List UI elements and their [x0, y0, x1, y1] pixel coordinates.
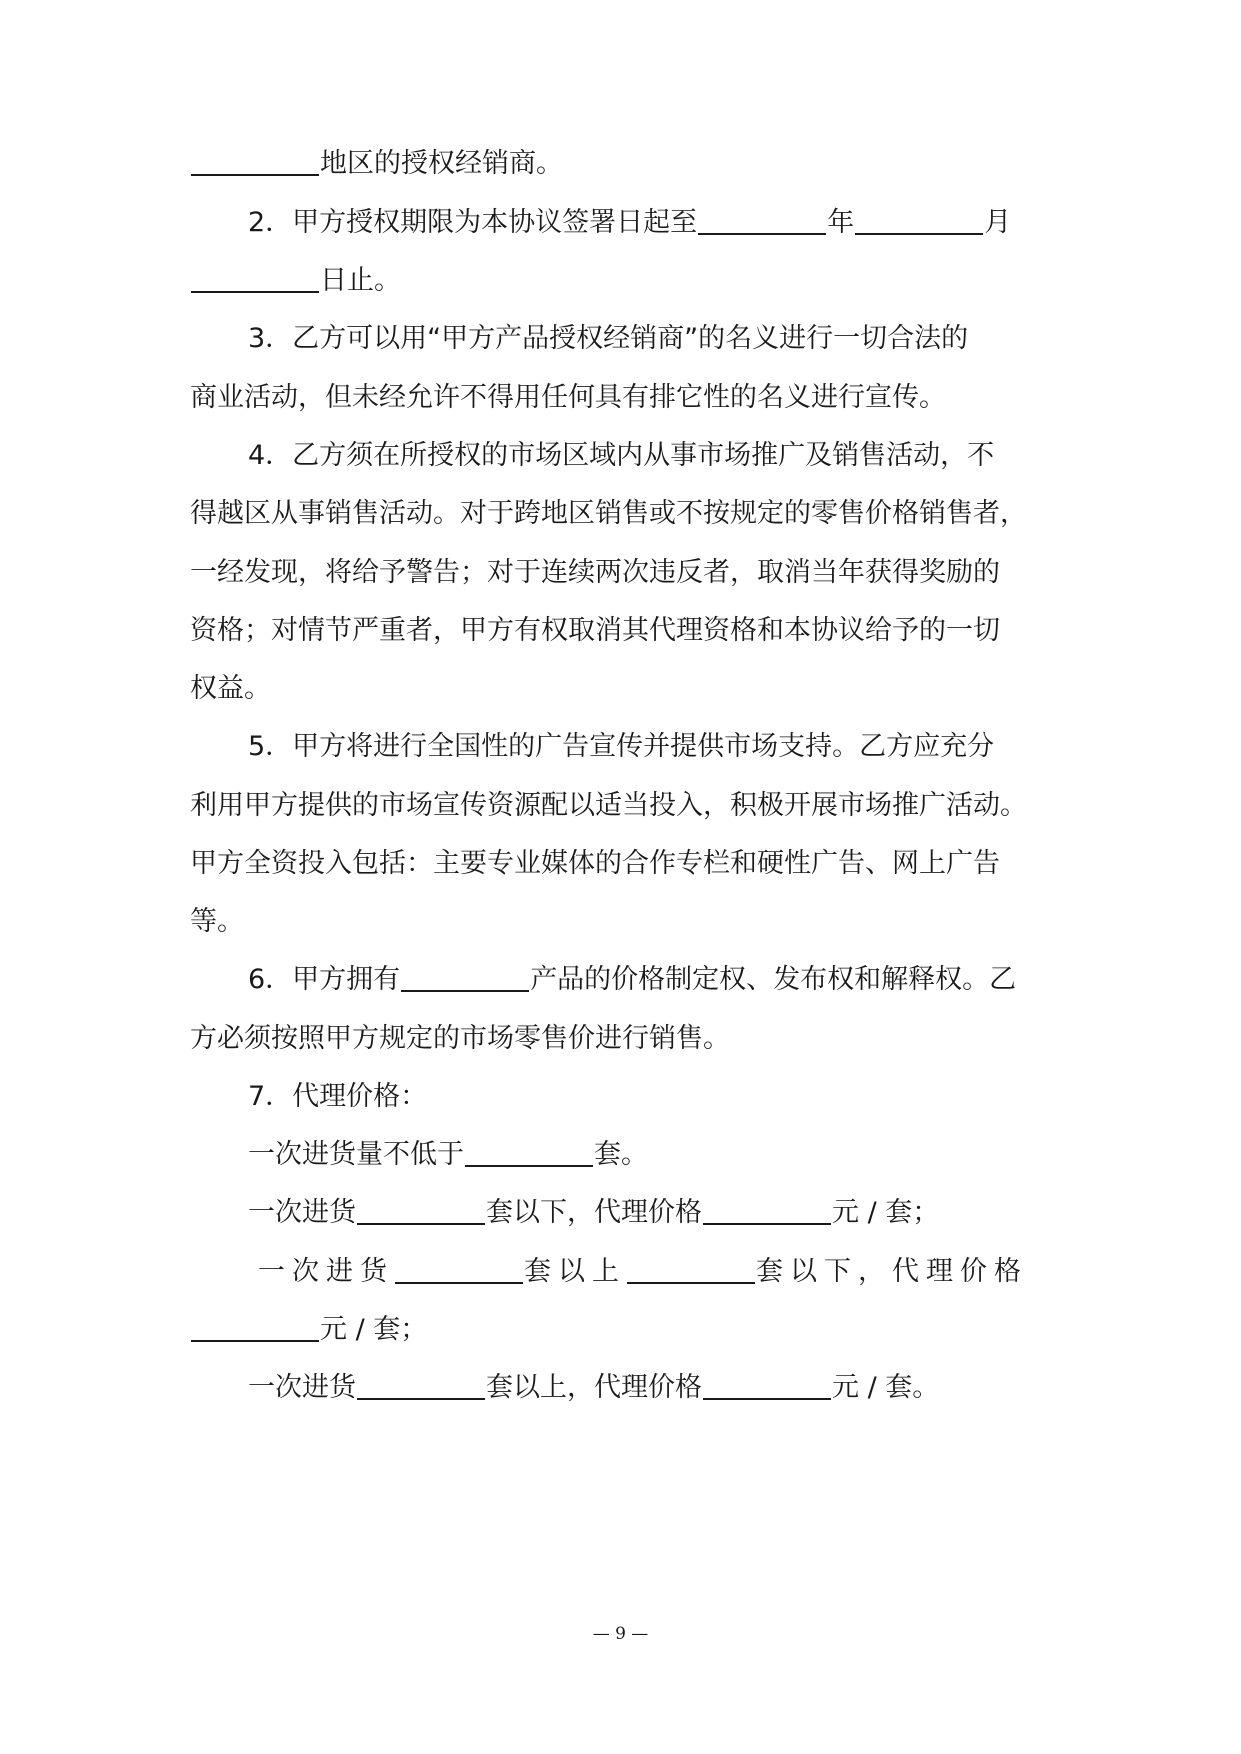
fill-blank[interactable]: [703, 1368, 831, 1400]
text-line: 日止。: [190, 261, 1060, 301]
text-line: 地区的授权经销商。: [190, 144, 1060, 184]
fill-blank[interactable]: [627, 1252, 755, 1284]
fill-blank[interactable]: [703, 1193, 831, 1225]
text-line: 6．甲方拥有 产品的价格制定权、发布权和解释权。乙: [248, 960, 1118, 1000]
fill-blank[interactable]: [855, 203, 983, 235]
fill-blank[interactable]: [191, 1310, 319, 1342]
text-line: 等。: [190, 906, 244, 937]
text-line: 一次进货 套以上，代理价格 元 / 套。: [248, 1368, 1118, 1408]
fill-blank[interactable]: [357, 1368, 485, 1400]
fill-blank[interactable]: [401, 960, 529, 992]
fill-blank[interactable]: [191, 144, 319, 176]
text-line: 2．甲方授权期限为本协议签署日起至 年 月: [248, 203, 1118, 243]
fill-blank[interactable]: [191, 261, 319, 293]
text-line: 7．代理价格：: [248, 1081, 428, 1112]
text-line: 一次进货 套以上 套以下，代理价格: [258, 1252, 1128, 1292]
fill-blank[interactable]: [698, 203, 826, 235]
text-line: 一次进货量不低于 套。: [248, 1135, 1118, 1175]
text-line: 一次进货 套以下，代理价格 元 / 套；: [248, 1193, 1118, 1233]
text-line: 5．甲方将进行全国性的广告宣传并提供市场支持。乙方应充分: [248, 731, 995, 762]
fill-blank[interactable]: [465, 1135, 593, 1167]
page-number: — 9 —: [592, 1624, 649, 1644]
fill-blank[interactable]: [395, 1252, 523, 1284]
text-line: 元 / 套；: [190, 1310, 1060, 1350]
text-line: 方必须按照甲方规定的市场零售价进行销售。: [190, 1023, 730, 1054]
text-line: 3．乙方可以用“甲方产品授权经销商”的名义进行一切合法的: [248, 323, 969, 354]
text-line: 得越区从事销售活动。对于跨地区销售或不按规定的零售价格销售者，: [190, 498, 1027, 529]
text-line: 4．乙方须在所授权的市场区域内从事市场推广及销售活动，不: [248, 440, 995, 471]
text-line: 商业活动，但未经允许不得用任何具有排它性的名义进行宣传。: [190, 382, 946, 413]
fill-blank[interactable]: [357, 1193, 485, 1225]
text-line: 权益。: [190, 673, 271, 704]
text-line: 资格；对情节严重者，甲方有权取消其代理资格和本协议给予的一切: [190, 615, 1000, 646]
text-line: 利用甲方提供的市场宣传资源配以适当投入，积极开展市场推广活动。: [190, 790, 1027, 821]
text-line: 一经发现，将给予警告；对于连续两次违反者，取消当年获得奖励的: [190, 557, 1000, 588]
text-line: 甲方全资投入包括：主要专业媒体的合作专栏和硬性广告、网上广告: [190, 848, 1000, 879]
